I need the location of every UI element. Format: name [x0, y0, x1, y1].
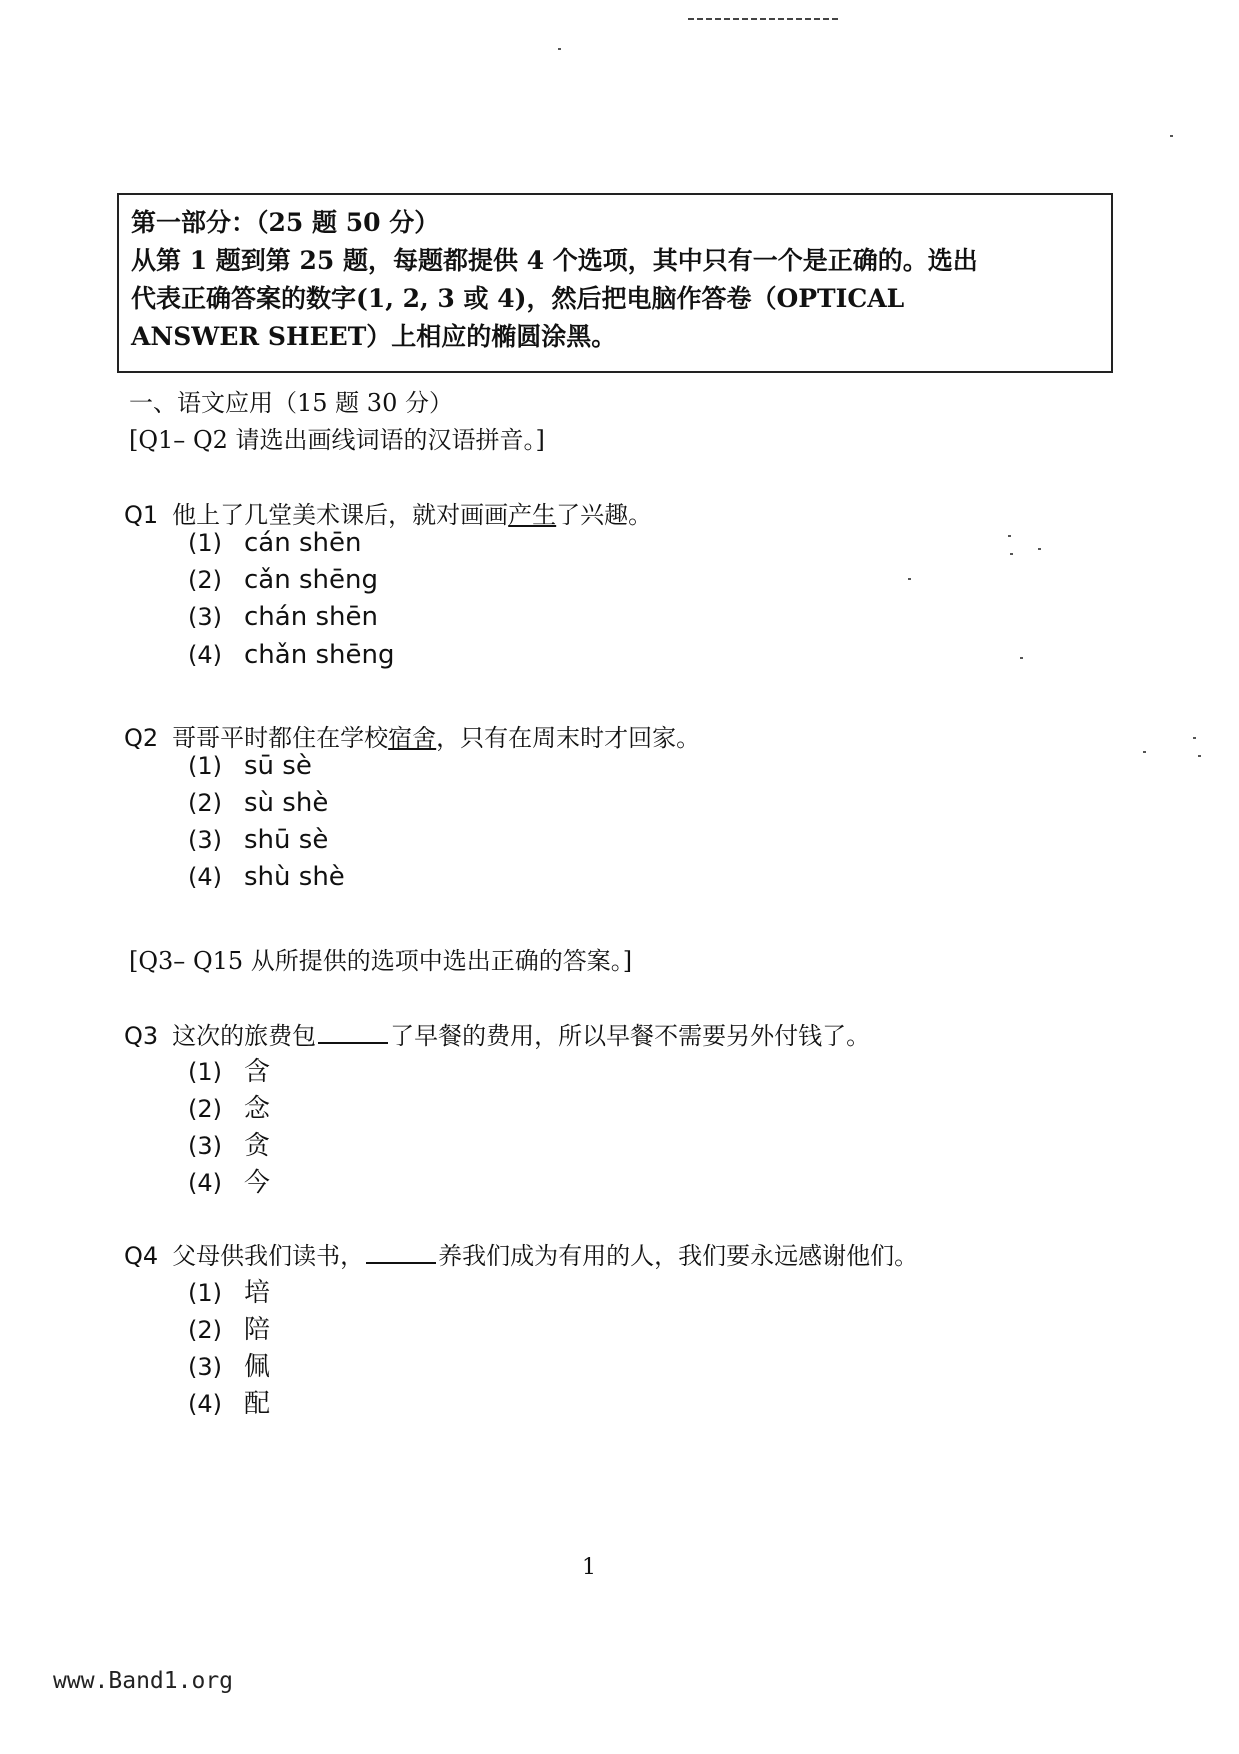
section-instruction: [Q3– Q15 从所提供的选项中选出正确的答案。]	[129, 947, 633, 975]
instruction-text-line: ANSWER SHEET）上相应的椭圆涂黑。	[131, 322, 617, 351]
option	[188, 1088, 270, 1125]
option-number: (3)	[188, 603, 222, 631]
scan-speck	[1020, 657, 1023, 659]
option-number: (3)	[188, 826, 222, 854]
option-text: cán shēn	[244, 528, 362, 558]
option-text: sū sè	[244, 751, 312, 781]
option-number: (2)	[188, 566, 222, 594]
option-text: chǎn shēng	[244, 640, 395, 670]
question-text: 父母供我们读书，	[172, 1242, 365, 1270]
question-label: Q1	[124, 501, 159, 529]
option-number: (4)	[188, 863, 222, 891]
scan-speck	[1198, 755, 1201, 757]
option-number: (2)	[188, 1095, 222, 1123]
option-number: (4)	[188, 641, 222, 669]
option	[188, 862, 345, 892]
option-text: chán shēn	[244, 602, 378, 632]
question-text: 了早餐的费用，所以早餐不需要另外付钱了。	[390, 1022, 871, 1050]
question-label: Q3	[124, 1022, 159, 1050]
option-number: (1)	[188, 1279, 222, 1307]
option	[188, 528, 361, 558]
scan-speck	[1193, 737, 1196, 739]
question-q1	[124, 495, 652, 530]
option-text: 培	[244, 1278, 271, 1308]
option-number: (4)	[188, 1390, 222, 1418]
option-text: shū sè	[244, 825, 329, 855]
section-title: 一、语文应用（15 题 30 分）	[129, 389, 453, 417]
option-text: sù shè	[244, 788, 329, 818]
part-heading: 第一部分：（25 题 50 分）	[131, 208, 440, 237]
option	[188, 602, 378, 632]
instruction-box	[117, 193, 1113, 373]
scan-speck	[1143, 751, 1146, 753]
option-text: 今	[244, 1168, 271, 1198]
option-text: 含	[244, 1057, 271, 1087]
scan-speck	[1010, 553, 1013, 555]
option-text: 念	[244, 1094, 271, 1124]
question-text: ，只有在周末时才回家。	[436, 724, 701, 752]
page-number: 1	[582, 1555, 596, 1580]
scan-speck	[908, 578, 911, 580]
option	[188, 751, 312, 781]
question-text: 哥哥平时都住在学校	[172, 724, 389, 752]
instruction-text-line: 代表正确答案的数字(1, 2, 3 或 4)，然后把电脑作答卷（OPTICAL	[131, 284, 905, 313]
section-instruction: [Q1– Q2 请选出画线词语的汉语拼音。]	[129, 426, 545, 454]
question-text: 这次的旅费包	[172, 1022, 317, 1050]
option-number: (2)	[188, 789, 222, 817]
answer-blank	[318, 1022, 388, 1044]
option-number: (1)	[188, 1058, 222, 1086]
option-number: (3)	[188, 1132, 222, 1160]
option-text: cǎn shēng	[244, 565, 378, 595]
footer-url: www.Band1.org	[53, 1668, 234, 1694]
option-text: 佩	[244, 1352, 271, 1382]
question-label: Q4	[124, 1242, 159, 1270]
option-text: shù shè	[244, 862, 345, 892]
option	[188, 1346, 270, 1383]
option	[188, 1162, 270, 1199]
question-text: 了兴趣。	[556, 501, 653, 529]
question-text: 养我们成为有用的人，我们要永远感谢他们。	[438, 1242, 919, 1270]
question-label: Q2	[124, 724, 159, 752]
option-text: 贪	[244, 1131, 271, 1161]
instruction-text-line: 从第 1 题到第 25 题，每题都提供 4 个选项，其中只有一个是正确的。选出	[131, 246, 978, 275]
option-text: 陪	[244, 1315, 271, 1345]
option-number: (2)	[188, 1316, 222, 1344]
scan-speck	[1038, 548, 1041, 550]
option	[188, 1125, 270, 1162]
option	[188, 640, 394, 670]
scan-speck	[1170, 135, 1173, 137]
option	[188, 1272, 270, 1309]
option-number: (1)	[188, 752, 222, 780]
option	[188, 1051, 270, 1088]
question-q4	[124, 1236, 918, 1271]
scan-speck	[1008, 535, 1011, 537]
option-text: 配	[244, 1389, 271, 1419]
option-number: (4)	[188, 1169, 222, 1197]
question-q2	[124, 718, 700, 753]
option	[188, 1309, 270, 1346]
scan-speck	[558, 48, 561, 50]
option	[188, 1383, 270, 1420]
option-number: (1)	[188, 529, 222, 557]
underlined-word: 产生	[508, 501, 557, 529]
underlined-word: 宿舍	[388, 724, 437, 752]
question-q3	[124, 1016, 870, 1051]
answer-blank	[366, 1242, 436, 1264]
scan-artifact-line	[688, 18, 838, 20]
option	[188, 788, 328, 818]
option	[188, 565, 378, 595]
question-text: 他上了几堂美术课后，就对画画	[172, 501, 509, 529]
option	[188, 825, 328, 855]
option-number: (3)	[188, 1353, 222, 1381]
